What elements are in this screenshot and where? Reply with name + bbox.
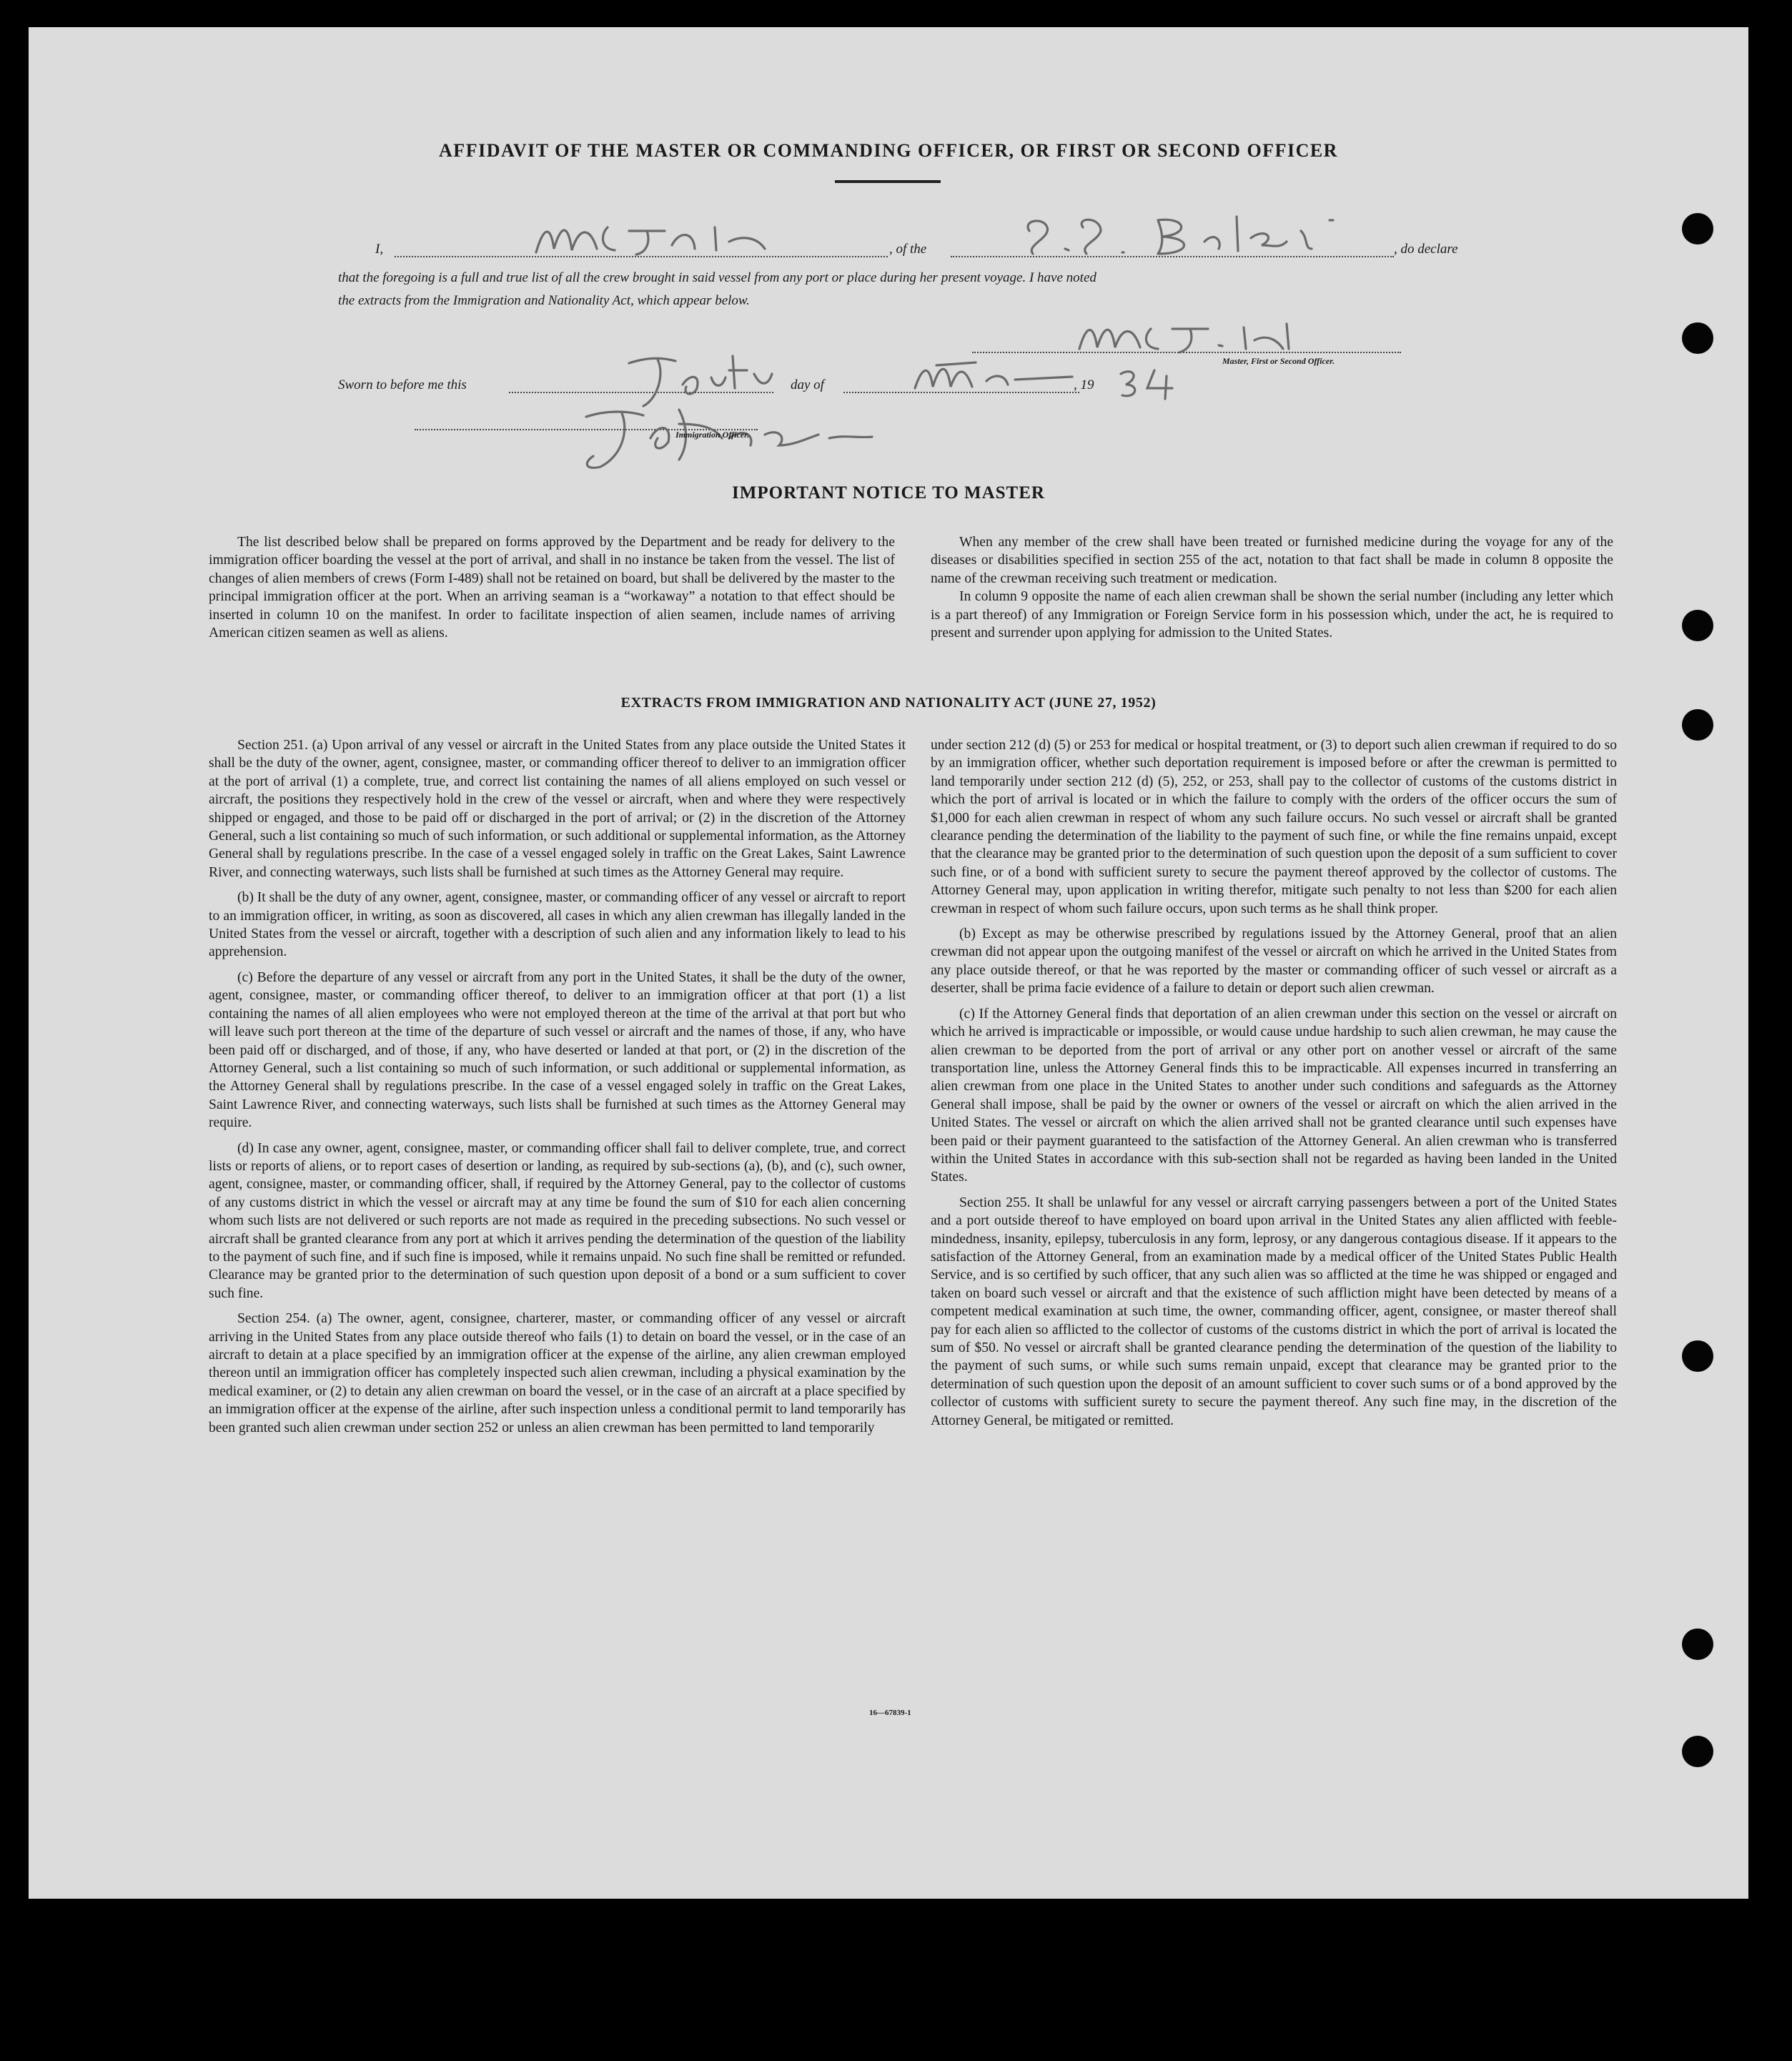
binder-hole-1 [1682, 213, 1713, 244]
master-signature [1072, 313, 1344, 356]
section-255: Section 255. It shall be unlawful for any vessel or aircraft carrying passengers between a port of the United States and a port outside thereof to have employed on board upon arrival in the United States any alien afflicted with feeble-mindedness, insanity, epilepsy, tuberculosis in any form, leprosy, or any dangerous contagious disease. If it appears to the satisfaction of the Attorney General, from an examination made by a medical officer of the United States Public Health Service, and is so certified by such officer, that any such alien was so afflicted at the time he was shipped or engaged and taken on board such vessel or aircraft and that the existence of such affliction might have been detected by means of a competent medical examination at such time, the owner, commanding officer, agent, consignee, or master thereof shall pay for each alien so afflicted to the collector of customs of the customs district in which the port of arrival is located the sum of $50. No vessel or aircraft shall be granted clearance pending the determination of the question of the liability to the payment of such sums, or while such sums remain unpaid, except that clearance may be granted prior to the determination of such question upon the deposit of an amount sufficient to cover such sums or of a bond approved by the collector of customs with sufficient surety to secure the payment thereof. Any such fine may, in the discretion of the Attorney General, be mitigated or remitted. [931, 1195, 1617, 1428]
binder-hole-2 [1682, 322, 1713, 354]
extracts-title: EXTRACTS FROM IMMIGRATION AND NATIONALITY ACT (JUNE 27, 1952) [620, 695, 1157, 711]
master-name-signature [529, 213, 815, 263]
binder-hole-4 [1682, 709, 1713, 741]
title-divider [835, 180, 941, 183]
section-254-a: Section 254. (a) The owner, agent, consignee, charterer, master, or commanding officer of any vessel or aircraft arriving in the United States from any place outside thereof who fails (1) to detain on board the vessel, or in the case of an aircraft to detain at a place specified by an immigration officer at the expense of the airline, any alien crewman employed thereon until an immigration officer has completely inspected such alien crewman, including a physical examination by the medical examiner, or (2) to detain any alien crewman on board the vessel, or in the case of an aircraft at a place specified by an immigration officer at the expense of the airline, after such inspection unless a conditional permit to land temporarily has been granted such alien crewman under section 252 or unless an alien crewman has been permitted to land temporarily [209, 1311, 906, 1435]
notice-left-paragraph: The list described below shall be prepared on forms approved by the Department and be ready for delivery to the immigration officer boarding the vessel at the port of arrival, and shall in no instance be taken from the vessel. The list of changes of alien members of crews (Form I-489) shall not be retained on board, but shall be delivered by the master to the principal immigration officer at the port. When an arriving seaman is a “workaway” a notation to that effect should be inserted in column 10 on the manifest. In order to facilitate inspection of alien seamen, include names of arriving American citizen seamen as well as aliens. [209, 535, 895, 641]
notice-right-paragraph-1: When any member of the crew shall have been treated or furnished medicine during the voyage for any of the diseases or disabilities specified in section 255 of the act, notation to that fact shall be made in column 8 opposite the name of the crewman receiving such treatment or medication. [931, 535, 1613, 586]
extracts-left-column [209, 736, 906, 1444]
affidavit-title: AFFIDAVIT OF THE MASTER OR COMMANDING OFFICER, OR FIRST OR SECOND OFFICER [439, 140, 1338, 161]
year-prefix: , 19 [1074, 377, 1094, 392]
section-251-b: (b) It shall be the duty of any owner, agent, consignee, master, or commanding officer of any vessel or aircraft to report to an immigration officer, in writing, as soon as discovered, all cases in which any alien crewman has illegally landed in the United States from the vessel or aircraft, together with a description of such alien and any information likely to lead to his apprehension. [209, 890, 906, 960]
section-251-a: Section 251. (a) Upon arrival of any vessel or aircraft in the United States from any place outside the United States it shall be the duty of the owner, agent, consignee, master, or commanding officer thereof to deliver to an immigration officer at the port of arrival (1) a complete, true, and correct list containing the names of all aliens employed on such vessel or aircraft, the positions they respectively hold in the crew of the vessel or aircraft, when and where they were respectively shipped or engaged, and those to be paid off or discharged in the port of arrival; or (2) in the discretion of the Attorney General, such a list containing so much of such information, or such additional or supplemental information, as the Attorney General shall by regulations prescribe. In the case of a vessel engaged solely in traffic on the Great Lakes, Saint Lawrence River, and connecting waterways, such lists shall be furnished at such times as the Attorney General may require. [209, 738, 906, 880]
master-label: Master, First or Second Officer. [1222, 356, 1335, 366]
declaration-line-1: that the foregoing is a full and true list of all the crew brought in said vessel from any port or place during her present voyage. I have noted [338, 270, 1097, 285]
section-254-c: (c) If the Attorney General finds that deportation of an alien crewman under this section on the vessel or aircraft on which he arrived is impracticable or impossible, or would cause undue hardship to such alien crewman, he may cause the alien crewman to be deported from the port of arrival or any other port on another vessel or aircraft of the same transportation line, unless the Attorney General finds this to be impracticable. All expenses incurred in transferring an alien crewman from one place in the United States to another under such conditions and safeguards as the Attorney General shall impose, shall be paid by the owner or owners of the vessel or aircraft on which the alien arrived in the United States. The vessel or aircraft on which the alien arrived shall not be granted clearance until such expenses have been paid or their payment guaranteed to the satisfaction of the Attorney General. An alien crewman who is transferred within the United States in accordance with this sub-section shall not be regarded as having been landed in the United States. [931, 1006, 1617, 1185]
word-of-the: , of the [889, 242, 927, 257]
section-251-c: (c) Before the departure of any vessel or aircraft from any port in the United States, it shall be the duty of the owner, agent, consignee, master, or commanding officer thereof, to deliver to an immigration officer at that port (1) a list containing the names of all alien employees who were not employed thereon at the time of the arrival at that port but who will leave such port thereon at the time of the departure of such vessel or aircraft and the names of those, if any, who have been paid off or discharged, and of those, if any, who have deserted or landed at that port, or (2) in the discretion of the Attorney General, such a list containing so much of such information, or such additional or supplemental information, as the Attorney General shall by regulations prescribe. In the case of a vessel engaged solely in traffic on the Great Lakes, Saint Lawrence River, and connecting waterways, such lists shall be furnished at such times as the Attorney General may require. [209, 969, 906, 1131]
document-page [29, 27, 1748, 1899]
word-do-declare: , do declare [1394, 242, 1458, 257]
notice-title: IMPORTANT NOTICE TO MASTER [732, 483, 1045, 503]
notice-left-column [209, 533, 895, 649]
section-254-b: (b) Except as may be otherwise prescribed by regulations issued by the Attorney General, proof that an alien crewman did not appear upon the outgoing manifest of the vessel or aircraft on which he arrived in the United States from any place outside thereof, or that he was reported by the master or commanding officer of such vessel or aircraft as a deserter, shall be prima facie evidence of a failure to detain or deport such alien crewman. [931, 926, 1617, 997]
immigration-officer-label: Immigration Officer. [675, 430, 750, 440]
sworn-month-handwriting [908, 352, 1086, 402]
form-number: 16—67839-1 [869, 1709, 911, 1717]
sworn-before-text: Sworn to before me this [338, 377, 467, 392]
notice-right-column [931, 533, 1613, 649]
extracts-right-column [931, 736, 1617, 1437]
word-i: I, [375, 242, 384, 257]
vessel-name-signature [1015, 209, 1358, 263]
declaration-line-2: the extracts from the Immigration and Nationality Act, which appear below. [338, 293, 750, 308]
binder-hole-6 [1682, 1628, 1713, 1660]
day-of-text: day of [791, 377, 824, 392]
section-254-a-continued: under section 212 (d) (5) or 253 for medical or hospital treatment, or (3) to deport such alien crewman if required to do so by an immigration officer, whether such deportation requirement is imposed before or after the crewman is permitted to land temporarily under section 212 (d) (5), 252, or 253, shall pay to the collector of customs of the customs district in which the port of arrival is located or in which the failure to comply with the orders of the officer occurs the sum of $1,000 for each alien crewman in respect of whom any such failure occurs. No such vessel or aircraft shall be granted clearance pending the determination of the liability to the payment of such fine, or while the fine remains unpaid, except that the clearance may be granted prior to the determination of such question upon the deposit of a sum sufficient to cover such fine, or of a bond with sufficient surety to secure the payment thereof approved by the collector of customs. The Attorney General may, upon application in writing therefor, mitigate such penalty to not less than $200 for each alien crewman in respect of whom such failure occurs, upon such terms as he shall think proper. [931, 738, 1617, 916]
binder-hole-7 [1682, 1736, 1713, 1767]
section-251-d: (d) In case any owner, agent, consignee, master, or commanding officer shall fail to deliver complete, true, and correct lists or reports of aliens, or to report cases of desertion or landing, as required by sub-sections (a), (b), and (c), such owner, agent, consignee, master, or commanding officer, shall, if required by the Attorney General, pay to the collector of customs of any customs district in which the vessel or aircraft may at any time be found the sum of $10 for each alien concerning whom such lists are not delivered or such reports are not made as required in the preceding subsections. No such vessel or aircraft shall be granted clearance from any port at which it arrives pending the determination of the question of the liability to the payment of such fine, and if such fine is imposed, while it remains unpaid. No such fine shall be remitted or refunded. Clearance may be granted prior to the determination of such question upon deposit of a bond or a sum sufficient to cover such fine. [209, 1140, 906, 1301]
sworn-year-handwriting [1115, 363, 1194, 402]
notice-right-paragraph-2: In column 9 opposite the name of each alien crewman shall be shown the serial number (including any letter which is a part thereof) of any Immigration or Foreign Service form in his possession which, under the act, he is required to present and surrender upon applying for admission to the United States. [931, 589, 1613, 641]
binder-hole-5 [1682, 1340, 1713, 1372]
binder-hole-3 [1682, 610, 1713, 641]
